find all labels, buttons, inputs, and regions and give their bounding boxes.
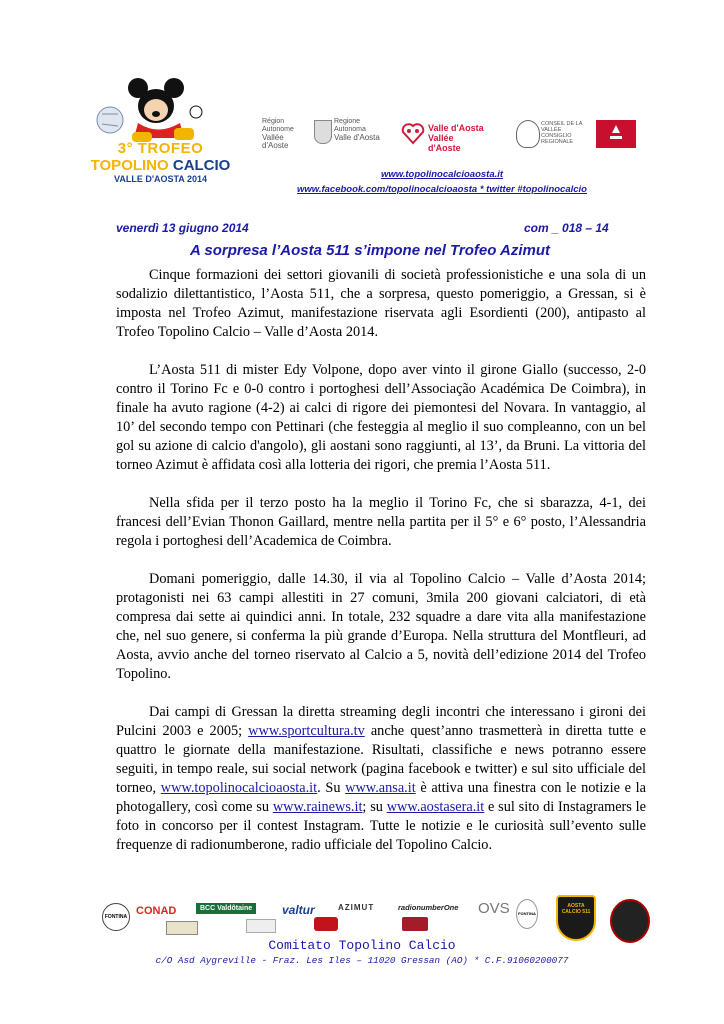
headline: A sorpresa l’Aosta 511 s’impone nel Trofeo Azimut	[189, 242, 551, 259]
radio-logo: radionumberOne	[398, 903, 459, 912]
site-link[interactable]: www.topolinocalcioaosta.it	[380, 169, 504, 180]
logo-calcio: CALCIO	[172, 157, 231, 174]
rainews-link[interactable]: www.rainews.it	[272, 799, 363, 815]
aosta-calcio-logo: AOSTA CALCIO 511	[556, 895, 596, 941]
press-number: com _ 018 – 14	[524, 221, 609, 235]
bcc-logo: BCC Valdôtaine	[196, 903, 256, 914]
conad-logo: CONAD	[136, 905, 177, 917]
paragraph-2: L’Aosta 511 di mister Edy Volpone, dopo aver vinto il girone Giallo (successo, 2-0 contro il Torino Fc e 0-0 contro i portoghesi dell’Associação Académica De Coimbra), in finale ha avuto ragione (4-2) ai calci di rigore dei piemontesi del Novara. In vantaggio, al 10’ del secondo tempo con Pettinari (che festeggia al meglio il suo compleanno, con un bel gol su azione di calcio d'angolo), gli aostani sono raggiunti, al 13’, da Bruni. La vittoria del torneo Azimut è affidata così alla lotteria dei rigori, che premia l’Aosta 511.	[116, 362, 646, 473]
logo-subtitle: VALLE D'AOSTA 2014	[114, 174, 207, 184]
paragraph-4: Domani pomeriggio, dalle 14.30, il via al Topolino Calcio – Valle d’Aosta 2014; protagonisti nei 63 campi allestiti in 27 comuni, 3mila 200 giovani calciatori, di età compresa dai sette ai quindici anni. In totale, 232 squadre a dare vita alla manifestazione che, nel suo genere, si conferma la più grande d’Europa. Nella struttura del Montfleuri, ad Aosta, avvio anche del torneo riservato al Calcio a 5, novità dell’edizione 2014 del Trofeo Topolino.	[116, 571, 646, 682]
fontina-logo-2: FONTINA	[516, 899, 538, 929]
tourism-logo: Valle d'Aosta Vallée d'Aoste	[428, 123, 484, 153]
sponsor-dark-icon	[402, 917, 428, 931]
logo-edition: 3° TROFEO	[117, 140, 204, 157]
council-logo: CONSEIL DE LA VALLÉE CONSIGLIO REGIONALE	[541, 121, 583, 145]
topolino-site-link[interactable]: www.topolinocalcioaosta.it	[160, 780, 318, 796]
ansa-link[interactable]: www.ansa.it	[345, 780, 416, 796]
article-body	[116, 266, 646, 874]
fontina-logo: FONTINA	[102, 903, 130, 931]
trofeo-topolino-logo	[88, 78, 233, 198]
sportcultura-link[interactable]: www.sportcultura.tv	[248, 723, 365, 739]
region-logo-fr: Région Autonome Vallée d'Aoste	[262, 118, 294, 150]
sponsor-red-icon	[314, 917, 338, 931]
red-seal-icon	[596, 120, 636, 148]
paragraph-3: Nella sfida per il terzo posto ha la meglio il Torino Fc, che si sbarazza, 4-1, dei francesi dell’Evian Thonon Gaillard, mentre nella partita per il 5° e 6° posto, l’Alessandria regola i portoghesi dell’Academica de Coimbra.	[116, 495, 646, 549]
ovs-logo: OVS	[478, 900, 510, 917]
region-shield-icon	[314, 120, 332, 144]
mickey-mascot-icon	[88, 78, 233, 148]
paragraph-1: Cinque formazioni dei settori giovanili di società professionistiche e una sola di un sodalizio dilettantistico, l’Aosta 511, che a sorpresa, questo pomeriggio, a Gressan, si è imposta nel Trofeo Azimut, manifestazione riservata agli Esordienti (200), antipasto al Trofeo Topolino Calcio – Valle d’Aosta 2014.	[116, 267, 646, 340]
heart-tourism-icon	[400, 120, 426, 146]
azimut-logo: AZIMUT	[338, 903, 375, 912]
footer-comitato: Comitato Topolino Calcio	[268, 938, 456, 953]
paragraph-5: Dai campi di Gressan la diretta streaming degli incontri che interessano i gironi dei Pulcini 2003 e 2005; www.sportcultura.tv anche quest’anno trasmetterà in diretta tutte e quattro le giornate della manifestazione. Risultati, classifiche e news potranno essere seguiti, in tempo reale, sui social network (pagina facebook e twitter) e sul sito ufficiale del torneo, www.topolinocalcioaosta.it. Su www.ansa.it è attiva una finestra con le notizie e la photogallery, così come su www.rainews.it; su www.aostasera.it e sul sito di Instagramers le foto in concorso per il contest Instagram. Tutte le notizie e le curiosità sull’evento sulle frequenze di radionumberone, radio ufficiale del Topolino Calcio.	[116, 704, 647, 853]
logo-topolino: TOPOLINO	[90, 157, 169, 174]
press-date: venerdì 13 giugno 2014	[116, 221, 249, 235]
club-crest-icon	[610, 899, 650, 943]
sponsor-small-icon	[166, 921, 198, 935]
valtur-logo: valtur	[282, 903, 315, 917]
footer-address: c/O Asd Aygreville - Fraz. Les Iles – 11020 Gressan (AO) * C.F.91060200077	[155, 955, 569, 966]
region-logo-it: Regione Autonoma Valle d'Aosta	[334, 118, 380, 142]
council-emblem-icon	[516, 120, 540, 148]
social-links[interactable]: www.facebook.com/topolinocalcioaosta * twitter #topolinocalcio	[297, 184, 587, 195]
sponsor-small-icon	[246, 919, 276, 933]
aostasera-link[interactable]: www.aostasera.it	[386, 799, 485, 815]
